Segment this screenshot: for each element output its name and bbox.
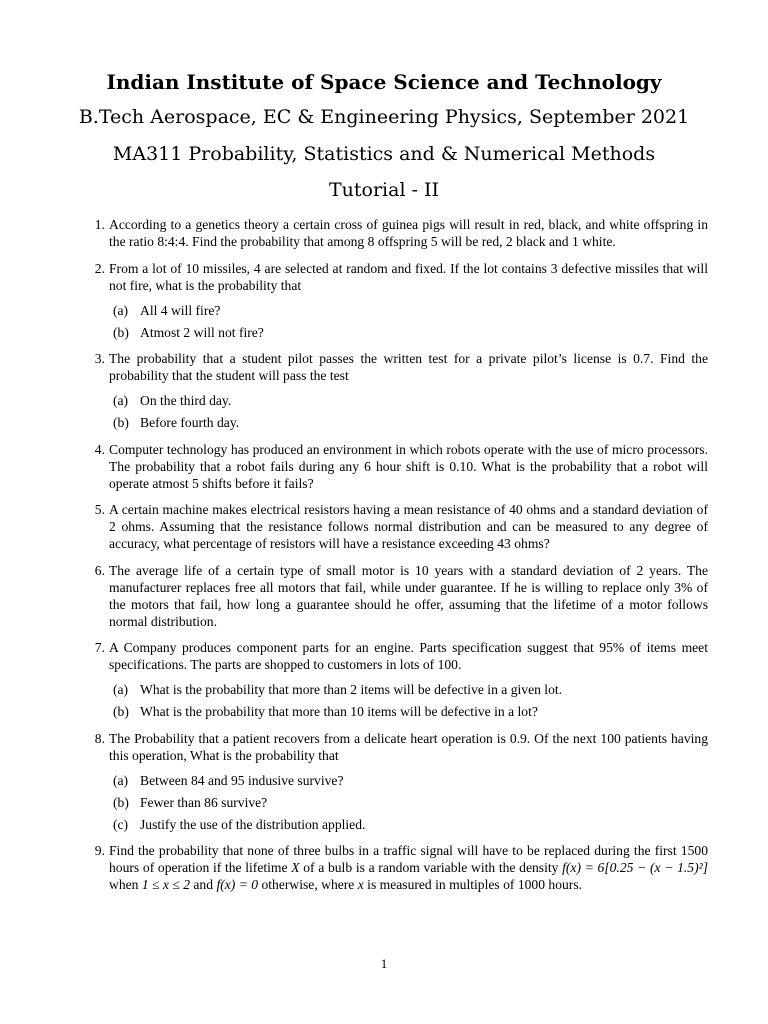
tutorial-title: Tutorial - II <box>328 179 440 201</box>
sub-question-text: Between 84 and 95 indusive survive? <box>140 772 344 788</box>
sub-question-text: What is the probability that more than 10 items will be defective in a lot? <box>140 704 538 719</box>
question-3 <box>86 350 708 431</box>
sub-question-label: (c) <box>113 816 129 832</box>
sub-question-text: Fewer than 86 survive? <box>140 794 268 810</box>
sub-question-text: Justify the use of the distribution applied. <box>140 816 366 832</box>
question-1 <box>86 216 708 250</box>
sub-question-label: (a) <box>113 772 129 788</box>
question-6 <box>86 562 708 630</box>
sub-question-text: Before fourth day. <box>140 415 240 430</box>
sub-question-list <box>109 302 708 341</box>
sub-question-text: Atmost 2 will not fire? <box>140 324 264 340</box>
question-list <box>86 216 708 903</box>
sub-question-label: (a) <box>113 302 129 318</box>
sub-question-label: (a) <box>113 393 129 408</box>
question-7 <box>86 639 708 720</box>
question-8 <box>86 730 708 833</box>
question-text: A certain machine makes electrical resistors having a mean resistance of 40 ohms and a standard deviation of 2 ohms. Assuming that the resistance follows normal distribution and can be measured to any degree of accuracy, what percentage of resistors will have a resistance exceeding 43 ohms? <box>109 502 708 551</box>
question-number: 6. <box>94 562 105 578</box>
page-number: 1 <box>380 956 388 971</box>
question-text: The probability that a student pilot passes the written test for a private pilot’s license is 0.7. Find the probability that the student will pass the test <box>109 351 708 383</box>
sub-question <box>109 414 708 431</box>
sub-question-list <box>109 392 708 431</box>
question-text: According to a genetics theory a certain cross of guinea pigs will result in red, black, and white offspring in the ratio 8:4:4. Find the probability that among 8 offspring 5 will be red, 2 black and 1 white. <box>109 217 708 249</box>
question-number: 2. <box>94 260 105 276</box>
sub-question-list <box>109 681 708 720</box>
question-text: The Probability that a patient recovers from a delicate heart operation is 0.9. Of the next 100 patients having this operation, What is the probability that <box>109 730 708 763</box>
question-number: 8. <box>94 730 105 746</box>
sub-question-label: (b) <box>113 794 129 810</box>
sub-question <box>109 392 708 409</box>
sub-question <box>109 772 708 789</box>
question-text: Computer technology has produced an environment in which robots operate with the use of micro processors. The probability that a robot fails during any 6 hour shift is 0.10. What is the probability that a robot will operate atmost 5 shifts before it fails? <box>109 441 708 491</box>
course-title: MA311 Probability, Statistics and & Numerical Methods <box>112 143 656 165</box>
question-5 <box>86 501 708 552</box>
sub-question-label: (b) <box>113 324 129 340</box>
sub-question-label: (b) <box>113 704 129 719</box>
zero-formula: f(x) = 0 <box>216 877 259 892</box>
sub-question <box>109 302 708 319</box>
question-number: 7. <box>94 640 105 655</box>
sub-question-text: On the third day. <box>140 393 232 408</box>
sub-question <box>109 794 708 811</box>
sub-question-text: What is the probability that more than 2 items will be defective in a given lot. <box>140 682 563 697</box>
question-4 <box>86 441 708 492</box>
question-number: 4. <box>94 441 105 457</box>
density-formula: f(x) = 6[0.25 − (x − 1.5)²] <box>562 860 708 875</box>
sub-question <box>109 816 708 833</box>
question-9 <box>86 842 708 893</box>
program-subtitle: B.Tech Aerospace, EC & Engineering Physics, September 2021 <box>78 106 690 128</box>
question-number: 1. <box>94 217 105 232</box>
sub-question-text: All 4 will fire? <box>140 302 221 318</box>
question-text: Find the probability that none of three bulbs in a traffic signal will have to be replaced during the first 1500 hours of operation if the lifetime X of a bulb is a random variable with the density f(x) = 6[0.25 − (x − 1.5)²] when 1 ≤ x ≤ 2 and f(x) = 0 otherwise, where x is measured in multiples of 1000 hours. <box>109 843 708 892</box>
sub-question-list <box>109 772 708 833</box>
institute-title: Indian Institute of Space Science and Technology <box>106 70 662 94</box>
sub-question-label: (a) <box>113 682 129 697</box>
question-2 <box>86 260 708 341</box>
question-text: A Company produces component parts for an engine. Parts specification suggest that 95% of items meet specifications. The parts are shopped to customers in lots of 100. <box>109 640 708 672</box>
sub-question <box>109 324 708 341</box>
question-number: 5. <box>94 502 105 517</box>
question-number: 3. <box>94 351 105 366</box>
range-formula: 1 ≤ x ≤ 2 <box>141 877 190 892</box>
sub-question <box>109 703 708 720</box>
question-text: The average life of a certain type of small motor is 10 years with a standard deviation of 2 years. The manufacturer replaces free all motors that fail, while under guarantee. If he is willing to replace only 3% of the motors that fail, how long a guarantee should he offer, assuming that the lifetime of a motor follows normal distribution. <box>109 562 708 629</box>
question-number: 9. <box>94 843 105 858</box>
sub-question <box>109 681 708 698</box>
question-text: From a lot of 10 missiles, 4 are selected at random and fixed. If the lot contains 3 defective missiles that will not fire, what is the probability that <box>109 260 708 293</box>
sub-question-label: (b) <box>113 415 129 430</box>
